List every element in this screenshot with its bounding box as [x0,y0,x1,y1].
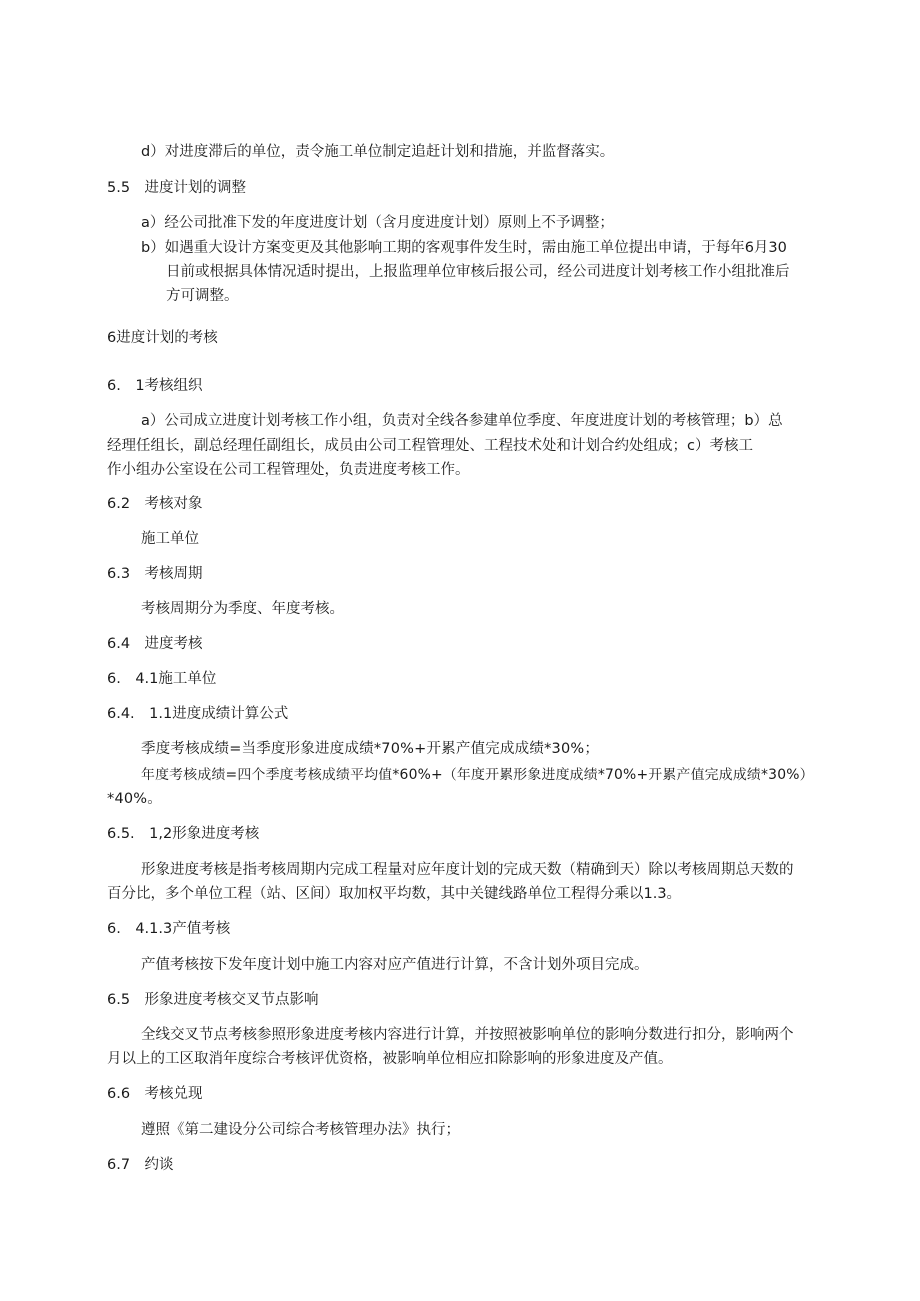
section-6-4-1-3-heading: 6. 4.1.3产值考核 [107,921,231,937]
quarter-formula: 季度考核成绩=当季度形象进度成绩*70%+开累产值完成成绩*30%； [141,741,600,757]
annual-formula-line2: *40%。 [107,791,162,807]
object-text: 施工单位 [141,531,199,547]
section-6-3-heading: 6.3 考核周期 [107,566,203,582]
org-para-line3: 作小组办公室设在公司工程管理处，负责进度考核工作。 [107,462,470,478]
image-progress-para-line1: 形象进度考核是指考核周期内完成工程量对应年度计划的完成天数（精确到天）除以考核周期总天数的 [141,862,794,878]
item-a-text: a）经公司批准下发的年度进度计划（含月度进度计划）原则上不予调整； [141,215,614,231]
section-6-6-heading: 6.6 考核兑现 [107,1086,203,1102]
redeem-text: 遵照《第二建设分公司综合考核管理办法》执行； [141,1122,460,1138]
period-text: 考核周期分为季度、年度考核。 [141,601,344,617]
section-6-4-1-1-heading: 6.4. 1.1进度成绩计算公式 [107,706,289,722]
item-b-text-line2: 日前或根据具体情况适时提出，上报监理单位审核后报公司，经公司进度计划考核工作小组批准后 [166,264,790,280]
section-6-2-heading: 6.2 考核对象 [107,496,203,512]
annual-formula-line1: 年度考核成绩=四个季度考核成绩平均值*60%+（年度开累形象进度成绩*70%+开累产值完成成绩*30%） [141,767,814,783]
image-progress-para-line2: 百分比，多个单位工程（站、区间）取加权平均数，其中关键线路单位工程得分乘以1.3。 [107,886,682,902]
section-5-5-heading: 5.5 进度计划的调整 [107,180,247,196]
cross-node-para-line1: 全线交叉节点考核参照形象进度考核内容进行计算，并按照被影响单位的影响分数进行扣分，影响两个 [141,1027,794,1043]
org-para-line1: a）公司成立进度计划考核工作小组，负责对全线各参建单位季度、年度进度计划的考核管理；b）总 [141,413,783,429]
section-6-5-heading: 6.5 形象进度考核交叉节点影响 [107,992,319,1008]
item-b-text-line3: 方可调整。 [166,288,239,304]
item-d-text: d）对进度滞后的单位，责令施工单位制定追赶计划和措施，并监督落实。 [141,144,615,160]
item-b-text-line1: b）如遇重大设计方案变更及其他影响工期的客观事件发生时，需由施工单位提出申请，于每年6月30 [141,240,787,256]
section-6-4-heading: 6.4 进度考核 [107,636,203,652]
section-6-4-1-heading: 6. 4.1施工单位 [107,671,217,687]
section-6-5-1-2-heading: 6.5. 1,2形象进度考核 [107,826,260,842]
section-6-1-heading: 6. 1考核组织 [107,378,203,394]
org-para-line2: 经理任组长，副总经理任副组长，成员由公司工程管理处、工程技术处和计划合约处组成；c）考核工 [107,438,753,454]
cross-node-para-line2: 月以上的工区取消年度综合考核评优资格，被影响单位相应扣除影响的形象进度及产值。 [107,1051,673,1067]
section-6-7-heading: 6.7 约谈 [107,1157,174,1173]
chapter-6-heading: 6进度计划的考核 [107,330,218,346]
output-value-text: 产值考核按下发年度计划中施工内容对应产值进行计算，不含计划外项目完成。 [141,957,649,973]
